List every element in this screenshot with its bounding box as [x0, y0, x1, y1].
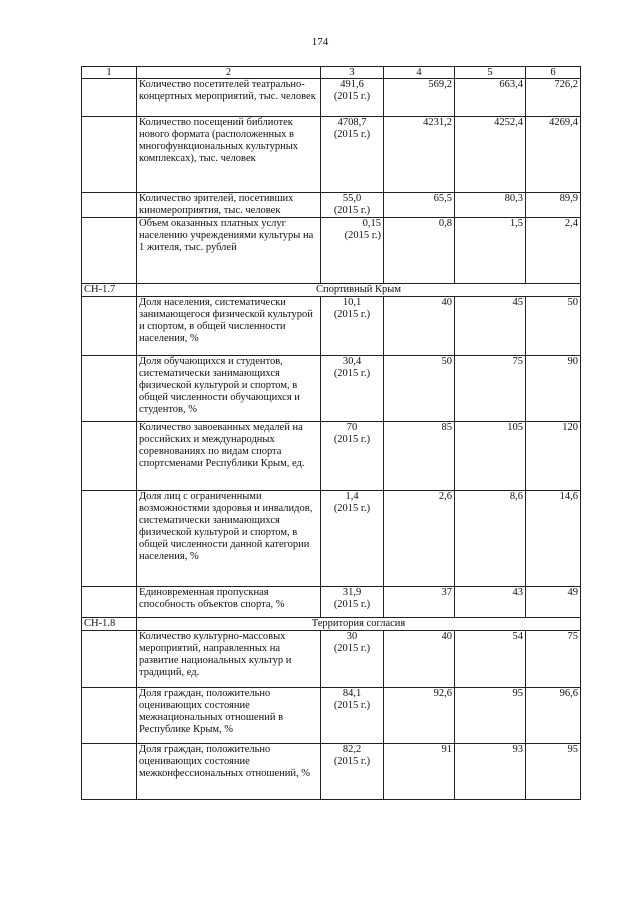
target-value: 43: [455, 587, 526, 618]
section-code: СН-1.8: [82, 618, 137, 631]
target-value: 90: [526, 356, 581, 422]
base-value: 30: [346, 631, 358, 642]
target-value: 37: [384, 587, 455, 618]
code-cell: [82, 422, 137, 491]
indicator-name: Количество культурно-массовых мероприятий, направленных на развитие национальных культур и традиций, ед.: [137, 631, 321, 688]
target-value: 80,3: [455, 193, 526, 218]
target-value: 40: [384, 631, 455, 688]
column-header: 5: [455, 67, 526, 79]
target-value: 85: [384, 422, 455, 491]
base-value: 4708,7: [337, 117, 367, 128]
indicator-name: Единовременная пропускная способность объектов спорта, %: [137, 587, 321, 618]
code-cell: [82, 297, 137, 356]
target-value: 45: [455, 297, 526, 356]
target-value: 120: [526, 422, 581, 491]
indicator-name: Доля граждан, положительно оценивающих состояние межнациональных отношений в Республике Крым, %: [137, 688, 321, 744]
base-value: 55,0: [342, 193, 362, 204]
table-row: [82, 491, 581, 587]
table-row: [82, 356, 581, 422]
table-row: [82, 631, 581, 688]
section-title: Спортивный Крым: [137, 284, 581, 297]
target-value: 50: [384, 356, 455, 422]
base-year: (2015 г.): [333, 91, 371, 102]
base-value: 1,4: [345, 491, 359, 502]
target-value: 4231,2: [384, 117, 455, 193]
base-year: (2015 г.): [333, 129, 371, 140]
section-title: Территория согласия: [137, 618, 581, 631]
base-value-cell: [321, 193, 384, 218]
code-cell: [82, 491, 137, 587]
base-value: 70: [346, 422, 358, 433]
code-cell: [82, 79, 137, 117]
base-value-cell: [321, 744, 384, 800]
target-value: 663,4: [455, 79, 526, 117]
target-value: 14,6: [526, 491, 581, 587]
table-row: [82, 688, 581, 744]
indicators-table: [81, 66, 581, 800]
code-cell: [82, 218, 137, 284]
base-value-cell: [321, 218, 384, 284]
base-year: (2015 г.): [333, 309, 371, 320]
base-value: 84,1: [342, 688, 362, 699]
indicator-name: Доля граждан, положительно оценивающих состояние межконфессиональных отношений, %: [137, 744, 321, 800]
code-cell: [82, 117, 137, 193]
code-cell: [82, 688, 137, 744]
indicator-name: Количество посетителей театрально-концертных мероприятий, тыс. человек: [137, 79, 321, 117]
indicator-name: Количество посещений библиотек нового формата (расположенных в многофункциональных культурных комплексах), тыс. человек: [137, 117, 321, 193]
target-value: 75: [455, 356, 526, 422]
target-value: 726,2: [526, 79, 581, 117]
section-code: СН-1.7: [82, 284, 137, 297]
target-value: 4269,4: [526, 117, 581, 193]
base-value-cell: [321, 491, 384, 587]
code-cell: [82, 744, 137, 800]
base-year: (2015 г.): [333, 434, 371, 445]
table-header-row: [82, 67, 581, 79]
target-value: 89,9: [526, 193, 581, 218]
indicator-name: Количество завоеванных медалей на российских и международных соревнованиях по видам спорта спортсменами Республики Крым, ед.: [137, 422, 321, 491]
target-value: 0,8: [384, 218, 455, 284]
target-value: 96,6: [526, 688, 581, 744]
target-value: 50: [526, 297, 581, 356]
column-header: 4: [384, 67, 455, 79]
target-value: 1,5: [455, 218, 526, 284]
target-value: 569,2: [384, 79, 455, 117]
table-row: [82, 744, 581, 800]
column-header: 2: [137, 67, 321, 79]
target-value: 2,6: [384, 491, 455, 587]
base-value: 0,15: [362, 218, 381, 229]
table-row: [82, 117, 581, 193]
section-row: [82, 618, 581, 631]
code-cell: [82, 356, 137, 422]
table-row: [82, 193, 581, 218]
base-value-cell: [321, 79, 384, 117]
indicator-name: Доля населения, систематически занимающегося физической культурой и спортом, в общей численности населения, %: [137, 297, 321, 356]
base-year: (2015 г.): [333, 205, 371, 216]
code-cell: [82, 631, 137, 688]
indicator-name: Доля обучающихся и студентов, систематически занимающихся физической культурой и спортом, в общей численности обучающихся и студентов, %: [137, 356, 321, 422]
base-value-cell: [321, 117, 384, 193]
target-value: 92,6: [384, 688, 455, 744]
table-row: [82, 297, 581, 356]
base-value-cell: [321, 297, 384, 356]
base-value: 10,1: [342, 297, 362, 308]
column-header: 1: [82, 67, 137, 79]
indicator-name: Количество зрителей, посетивших киномероприятия, тыс. человек: [137, 193, 321, 218]
base-value-cell: [321, 587, 384, 618]
target-value: 95: [455, 688, 526, 744]
base-year: (2015 г.): [344, 230, 381, 241]
target-value: 8,6: [455, 491, 526, 587]
base-value-cell: [321, 631, 384, 688]
code-cell: [82, 193, 137, 218]
target-value: 49: [526, 587, 581, 618]
section-row: [82, 284, 581, 297]
base-value-cell: [321, 422, 384, 491]
target-value: 2,4: [526, 218, 581, 284]
base-value: 31,9: [342, 587, 362, 598]
target-value: 93: [455, 744, 526, 800]
code-cell: [82, 587, 137, 618]
target-value: 105: [455, 422, 526, 491]
base-year: (2015 г.): [333, 599, 371, 610]
target-value: 65,5: [384, 193, 455, 218]
table-row: [82, 79, 581, 117]
base-value-cell: [321, 356, 384, 422]
base-value-cell: [321, 688, 384, 744]
base-value: 82,2: [342, 744, 362, 755]
target-value: 91: [384, 744, 455, 800]
target-value: 40: [384, 297, 455, 356]
column-header: 3: [321, 67, 384, 79]
base-year: (2015 г.): [333, 756, 371, 767]
table-row: [82, 218, 581, 284]
table-row: [82, 587, 581, 618]
base-value: 491,6: [340, 79, 364, 90]
base-year: (2015 г.): [333, 643, 371, 654]
base-year: (2015 г.): [333, 700, 371, 711]
base-value: 30,4: [342, 356, 362, 367]
indicator-name: Объем оказанных платных услуг населению учреждениями культуры на 1 жителя, тыс. рублей: [137, 218, 321, 284]
indicator-name: Доля лиц с ограниченными возможностями здоровья и инвалидов, систематически занимающихся физической культурой и спортом, в общей численности данной категории населения, %: [137, 491, 321, 587]
column-header: 6: [526, 67, 581, 79]
target-value: 95: [526, 744, 581, 800]
target-value: 4252,4: [455, 117, 526, 193]
target-value: 54: [455, 631, 526, 688]
base-year: (2015 г.): [333, 368, 371, 379]
table-row: [82, 422, 581, 491]
target-value: 75: [526, 631, 581, 688]
page-number: 174: [311, 36, 329, 48]
base-year: (2015 г.): [333, 503, 371, 514]
